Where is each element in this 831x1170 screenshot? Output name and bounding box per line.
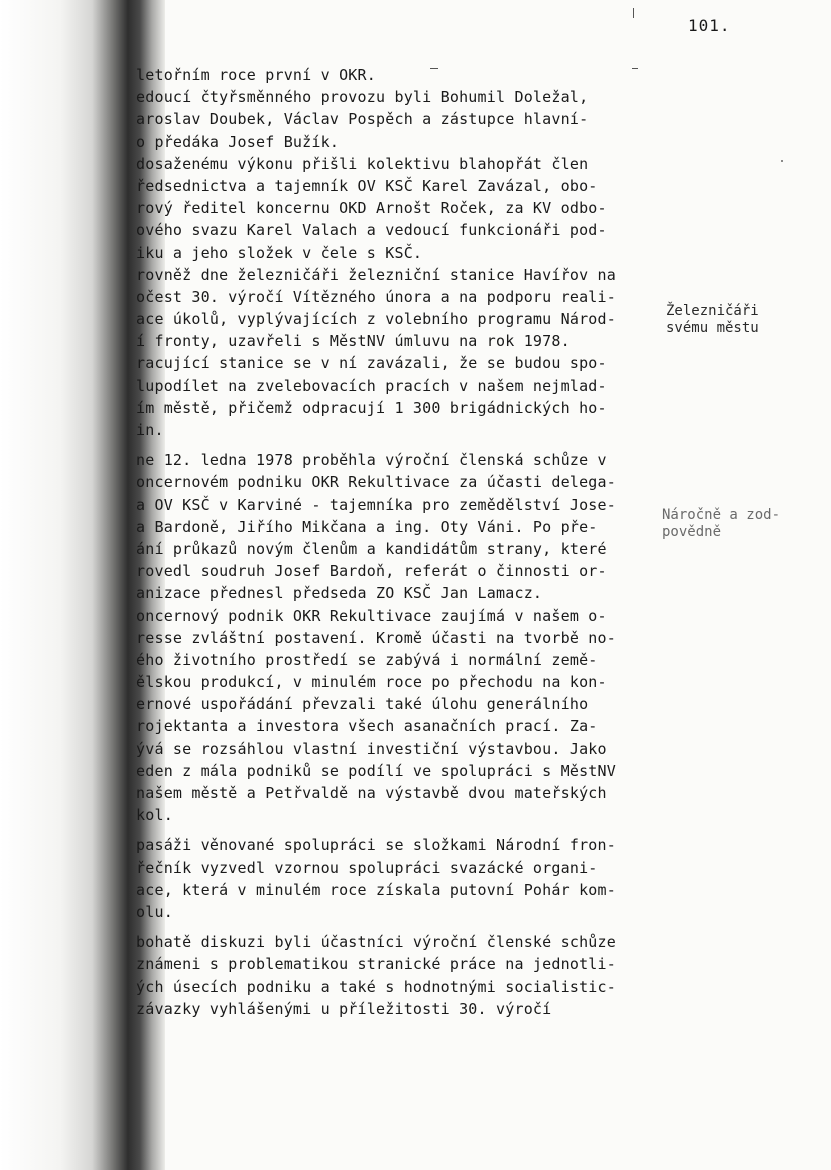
text-line: resse zvláštní postavení. Kromě účasti na tvorbě no-: [136, 628, 616, 647]
text-line: závazky vyhlášenými u příležitosti 30. výročí: [136, 999, 552, 1018]
text-line: dosaženému výkonu přišli kolektivu blahopřát člen: [136, 154, 589, 173]
text-line: ání průkazů novým členům a kandidátům strany, které: [136, 539, 607, 558]
speck: [781, 160, 783, 162]
body-text: [136, 64, 656, 1020]
text-line: bohatě diskuzi byli účastníci výroční členské schůze: [136, 933, 616, 952]
text-line: rový ředitel koncernu OKD Arnošt Roček, za KV odbo-: [136, 199, 607, 218]
text-line: ývá se rozsáhlou vlastní investiční výstavbou. Jako: [136, 739, 607, 758]
text-line: í fronty, uzavřeli s MěstNV úmluvu na rok 1978.: [136, 332, 570, 351]
text-line: ne 12. ledna 1978 proběhla výroční členská schůze v: [136, 451, 607, 470]
text-line: ernové uspořádání převzali také úlohu generálního: [136, 695, 589, 714]
text-line: iku a jeho složek v čele s KSČ.: [136, 243, 423, 262]
text-line: ového svazu Karel Valach a vedoucí funkcionáři pod-: [136, 221, 607, 240]
text-line: kol.: [136, 806, 173, 825]
text-line: edoucí čtyřsměnného provozu byli Bohumil Doležal,: [136, 88, 589, 107]
text-line: ím městě, přičemž odpracují 1 300 brigádnických ho-: [136, 398, 607, 417]
text-line: olu.: [136, 902, 173, 921]
text-line: ace, která v minulém roce získala putovní Pohár kom-: [136, 880, 616, 899]
text-line: anizace přednesl předseda ZO KSČ Jan Lamacz.: [136, 584, 543, 603]
text-line: ých úsecích podniku a také s hodnotnými socialistic-: [136, 977, 616, 996]
text-line: in.: [136, 421, 164, 439]
margin-note-demanding: Náročně a zod- povědně: [662, 507, 781, 540]
text-line: rojektanta a investora všech asanačních prací. Za-: [136, 717, 598, 736]
page-number: 101.: [688, 16, 731, 35]
text-line: očest 30. výročí Vítězného února a na podporu reali-: [136, 287, 616, 306]
text-line: lupodílet na zvelebovacích pracích v našem nejmlad-: [136, 376, 607, 395]
text-line: eden z mála podniků se podílí ve spolupráci s MěstNV: [136, 761, 616, 780]
text-line: pasáži věnované spolupráci se složkami Národní fron-: [136, 836, 616, 855]
margin-tick-mark: [633, 8, 634, 18]
text-line: řečník vyzvedl vzornou spolupráci svazácké organi-: [136, 858, 598, 877]
text-line: racující stanice se v ní zavázali, že se budou spo-: [136, 354, 607, 373]
text-line: našem městě a Petřvaldě na výstavbě dvou mateřských: [136, 784, 607, 802]
text-line: a Bardoně, Jiřího Mikčana a ing. Oty Váni. Po pře-: [136, 517, 598, 536]
text-line: aroslav Doubek, Václav Pospěch a zástupce hlavní-: [136, 110, 589, 129]
text-line: rovedl soudruh Josef Bardoň, referát o činnosti or-: [136, 562, 607, 581]
text-line: ělskou produkcí, v minulém roce po přechodu na kon-: [136, 673, 607, 692]
text-line: ředsednictva a tajemník OV KSČ Karel Zavázal, obo-: [136, 176, 598, 195]
text-line: letořním roce první v OKR.: [136, 66, 376, 84]
text-line: známeni s problematikou stranické práce na jednotli-: [136, 955, 616, 974]
margin-note-railway: Železničáři svému městu: [666, 303, 759, 336]
text-line: oncernový podnik OKR Rekultivace zaujímá v našem o-: [136, 606, 607, 625]
text-line: a OV KSČ v Karviné - tajemníka pro zemědělství Jose-: [136, 495, 616, 514]
text-line: o předáka Josef Bužík.: [136, 132, 340, 151]
text-line: oncernovém podniku OKR Rekultivace za účasti delega-: [136, 473, 616, 492]
text-line: rovněž dne železničáři železniční stanice Havířov na: [136, 265, 616, 284]
text-line: ace úkolů, vyplývajících z volebního programu Národ-: [136, 310, 616, 329]
text-line: ého životního prostředí se zabývá i normální země-: [136, 650, 598, 669]
